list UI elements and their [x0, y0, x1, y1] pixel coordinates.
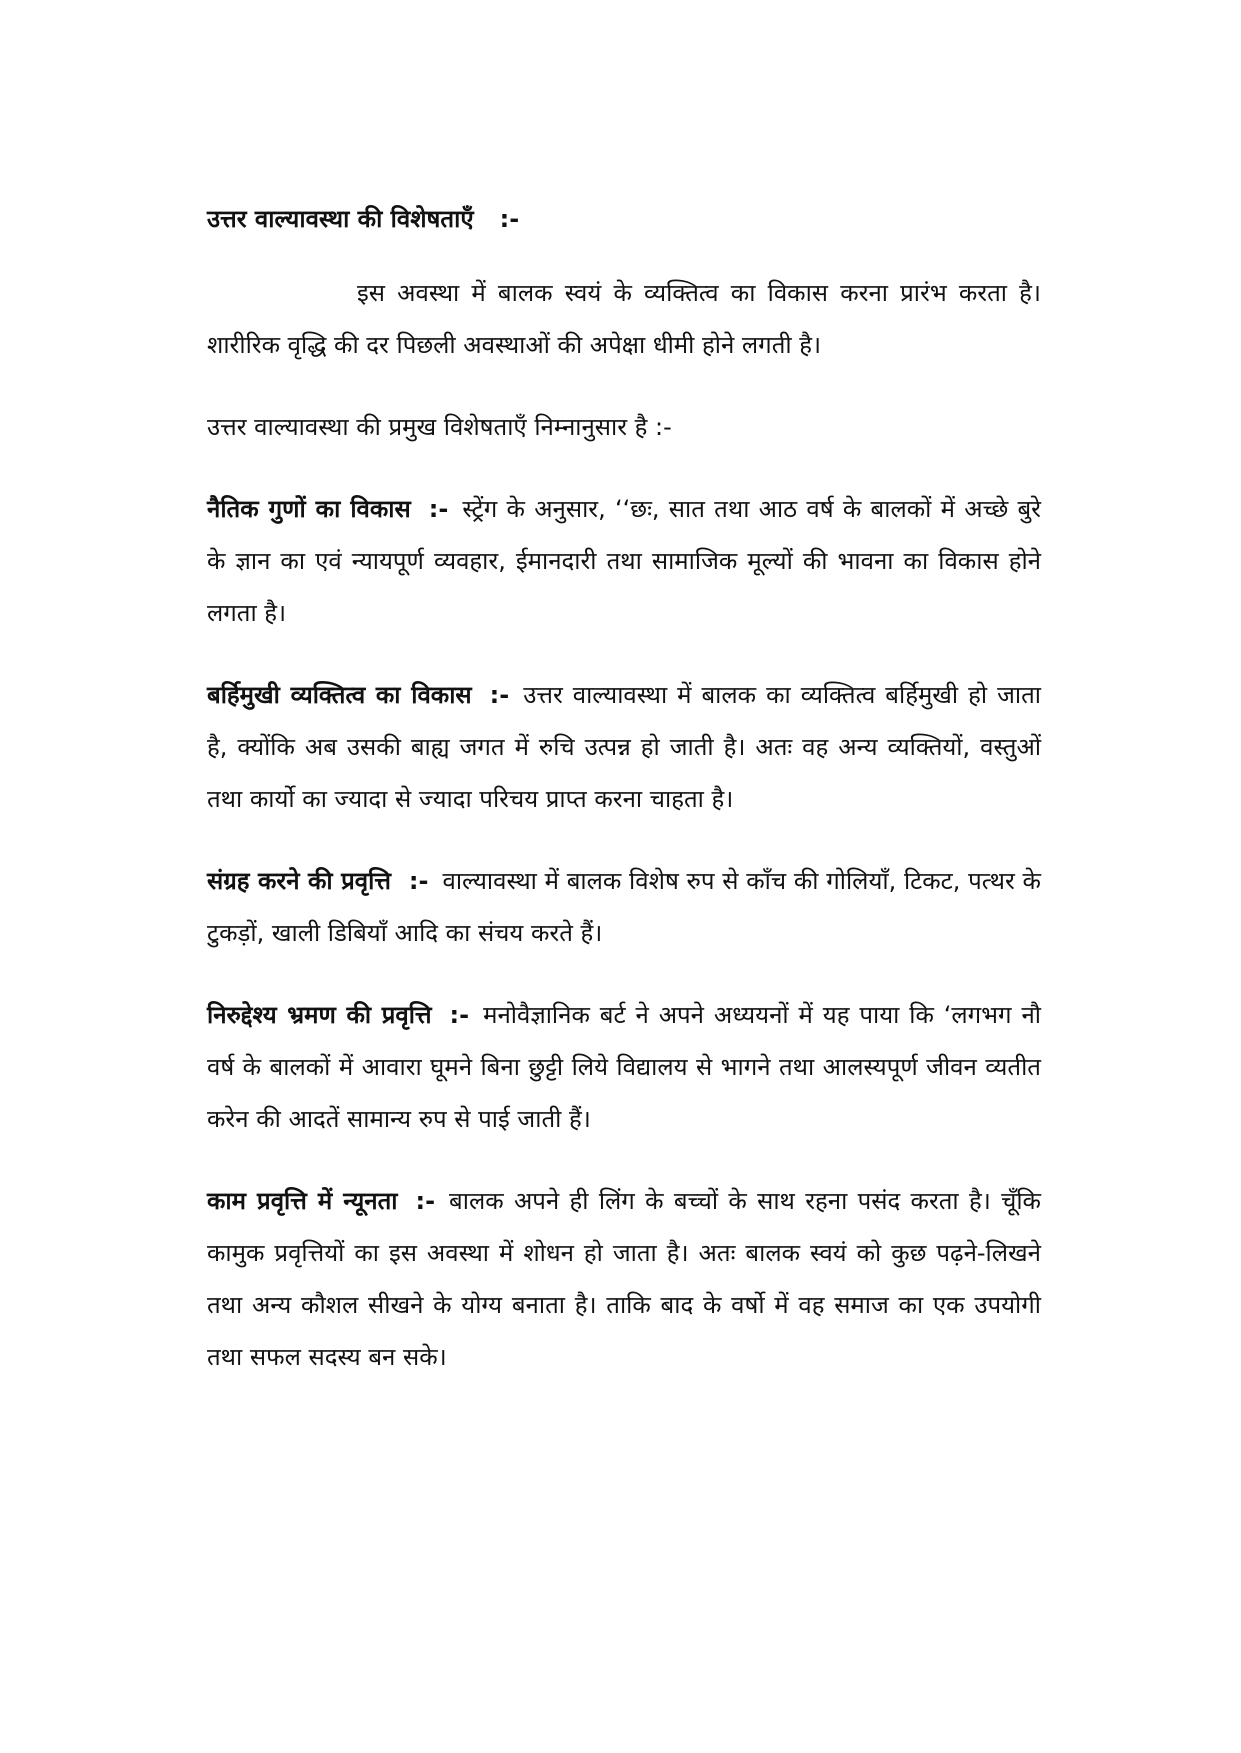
title-text: उत्तर वाल्यावस्था की विशेषताएँ — [207, 205, 474, 233]
section-heading: बर्हिमुखी व्यक्तित्व का विकास — [207, 680, 472, 709]
section-heading: काम प्रवृत्ति में न्यूनता — [207, 1186, 398, 1215]
section-text: स्ट्रेंग के अनुसार, ‘‘छः, सात तथा आठ वर्ष के बालकों में अच्छे बुरे के ज्ञान का एवं न्यायपूर्ण व्यवहार, ईमानदारी तथा सामाजिक मूल्यों की भावना का विकास होने लगता है। — [207, 494, 1041, 627]
section-paragraph — [207, 989, 1041, 1145]
section-text: उत्तर वाल्यावस्था में बालक का व्यक्तित्व बर्हिमुखी हो जाता है, क्योंकि अब उसकी बाह्य जगत में रुचि उत्पन्न हो जाती है। अतः वह अन्य व्यक्तियों, वस्तुओं तथा कार्यो का ज्यादा से ज्यादा परिचय प्राप्त करना चाहता है। — [207, 680, 1041, 813]
section-paragraph — [207, 855, 1041, 959]
intro-paragraph: इस अवस्था में बालक स्वयं के व्यक्तित्व का विकास करना प्रारंभ करता है। शारीरिक वृद्धि की दर पिछली अवस्थाओं की अपेक्षा धीमी होने लगती है। — [207, 278, 1041, 359]
title-separator: :- — [499, 205, 520, 233]
section-separator: :- — [415, 1186, 436, 1215]
section-separator: :- — [428, 494, 449, 523]
document-title — [207, 205, 1041, 234]
section-separator: :- — [408, 866, 429, 895]
lead-paragraph: उत्तर वाल्यावस्था की प्रमुख विशेषताएँ निम्नानुसार है :- — [207, 412, 672, 441]
section-separator: :- — [489, 680, 510, 709]
section-heading: निरुद्देश्य भ्रमण की प्रवृत्ति — [207, 1000, 432, 1029]
section-heading: नैतिक गुणों का विकास — [207, 494, 411, 523]
section-text: बालक अपने ही लिंग के बच्चों के साथ रहना पसंद करता है। चूँकि कामुक प्रवृत्तियों का इस अवस्था में शोधन हो जाता है। अतः बालक स्वयं को कुछ पढ़ने-लिखने तथा अन्य कौशल सीखने के योग्य बनाता है। ताकि बाद के वर्षो में वह समाज का एक उपयोगी तथा सफल सदस्य बन सके। — [207, 1186, 1041, 1371]
section-text: वाल्यावस्था में बालक विशेष रुप से काँच की गोलियाँ, टिकट, पत्थर के टुकड़ों, खाली डिबियाँ आदि का संचय करते हैं। — [207, 866, 1041, 947]
section-paragraph — [207, 1175, 1041, 1383]
section-text: मनोवैज्ञानिक बर्ट ने अपने अध्ययनों में यह पाया कि ‘लगभग नौ वर्ष के बालकों में आवारा घूमने बिना छुट्टी लिये विद्यालय से भागने तथा आलस्यपूर्ण जीवन व्यतीत करेन की आदतें सामान्य रुप से पाई जाती हैं। — [207, 1000, 1041, 1133]
section-heading: संग्रह करने की प्रवृत्ति — [207, 866, 391, 895]
document-body — [207, 205, 1041, 1413]
section-separator: :- — [449, 1000, 470, 1029]
section-paragraph — [207, 669, 1041, 825]
section-paragraph — [207, 483, 1041, 639]
